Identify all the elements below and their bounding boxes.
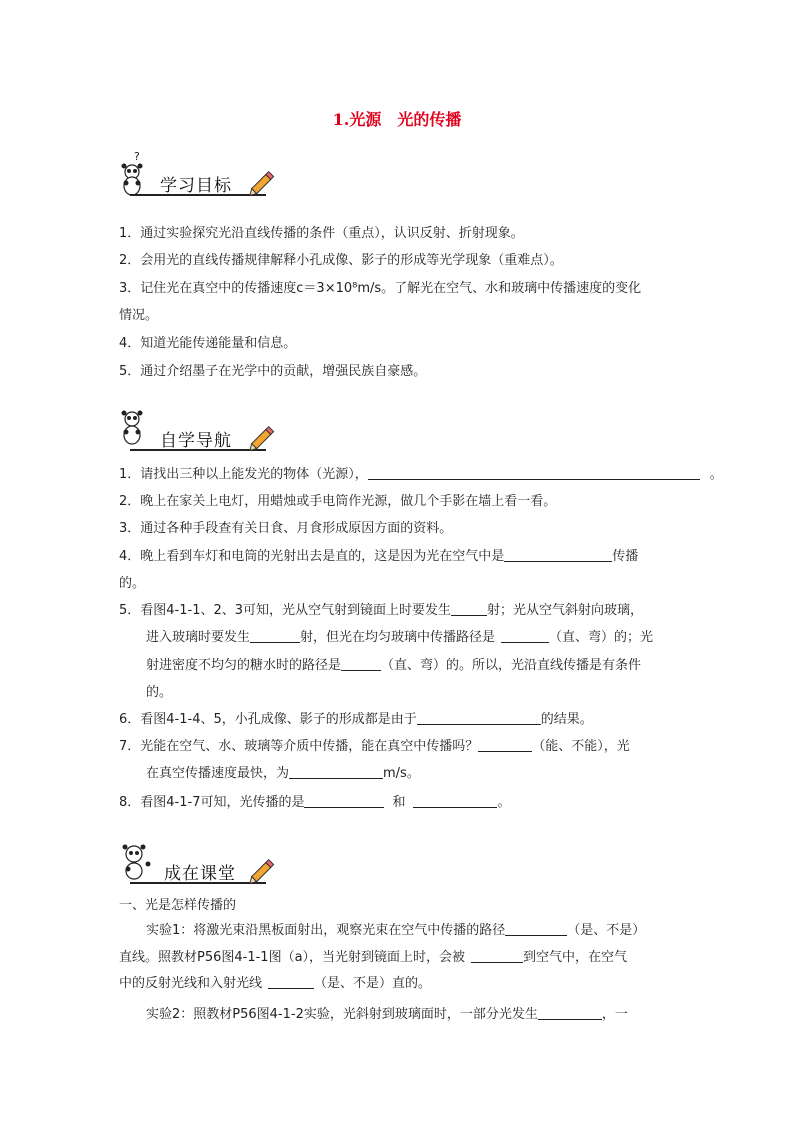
question-5-cont: 进入玻璃时要发生 射，但光在均匀玻璃中传播路径是 （直、弯）的；光 [146, 630, 654, 645]
answer-blank[interactable] [501, 628, 549, 643]
goal-item: 情况。 [119, 308, 159, 323]
pencil-icon [248, 168, 278, 198]
question-4-cont: 的。 [119, 576, 146, 591]
question-7-cont: 在真空传播速度最快，为 m/s。 [146, 766, 420, 781]
pencil-icon [248, 856, 278, 886]
answer-blank[interactable] [417, 710, 541, 725]
section-underline [130, 882, 266, 884]
question-7: 7．光能在空气、水、玻璃等介质中传播，能在真空中传播吗？ （能、不能），光 [119, 739, 630, 754]
answer-blank[interactable] [478, 737, 532, 752]
question-4: 4．晚上看到车灯和电筒的光射出去是直的，这是因为光在空气中是 传播 [119, 549, 639, 564]
answer-blank[interactable] [413, 793, 497, 808]
section-underline [130, 449, 266, 451]
answer-blank[interactable] [451, 601, 487, 616]
answer-blank[interactable] [368, 465, 700, 480]
answer-blank[interactable] [250, 628, 300, 643]
experiment-1: 实验1：将激光束沿黑板面射出，观察光束在空气中传播的路径 （是、不是） [146, 923, 646, 938]
question-2: 2．晚上在家关上电灯，用蜡烛或手电筒作光源，做几个手影在墙上看一看。 [119, 494, 557, 509]
answer-blank[interactable] [538, 1005, 602, 1020]
experiment-1-cont: 直线。照教材P56图4-1-1图（a），当光射到镜面上时，会被 到空气中，在空气 [119, 950, 628, 965]
panda-icon [118, 150, 158, 200]
goal-item: 2．会用光的直线传播规律解释小孔成像、影子的形成等光学现象（重难点）。 [119, 253, 563, 268]
question-8: 8．看图4-1-7可知，光传播的是 和 。 [119, 795, 511, 810]
section-heading: 自学导航 [160, 431, 232, 451]
answer-blank[interactable] [504, 547, 612, 562]
section-header-goals [118, 150, 288, 200]
experiment-1-cont: 中的反射光线和入射光线 （是、不是）直的。 [119, 976, 432, 991]
experiment-2: 实验2：照教材P56图4-1-2实验，光斜射到玻璃面时，一部分光发生 ，一 [146, 1007, 628, 1022]
section-heading: 成在课堂 [164, 864, 236, 884]
panda-icon [118, 838, 158, 888]
answer-blank[interactable] [471, 948, 523, 963]
question-6: 6．看图4-1-4、5，小孔成像、影子的形成都是由于 的结果。 [119, 712, 593, 727]
panda-icon [118, 405, 158, 455]
goal-item: 1．通过实验探究光沿直线传播的条件（重点），认识反射、折射现象。 [119, 226, 524, 241]
answer-blank[interactable] [304, 793, 384, 808]
section-header-self-study [118, 405, 288, 455]
svg-text:?: ? [134, 150, 140, 163]
question-3: 3．通过各种手段查有关日食、月食形成原因方面的资料。 [119, 521, 453, 536]
section-header-in-class [118, 838, 288, 888]
question-5-cont: 的。 [146, 685, 173, 700]
section-heading: 学习目标 [160, 176, 232, 196]
page-title: 1.光源 光的传播 [332, 110, 462, 129]
question-5-cont: 射进密度不均匀的糖水时的路径是 （直、弯）的。所以，光沿直线传播是有条件 [146, 658, 642, 673]
answer-blank[interactable] [341, 656, 381, 671]
answer-blank[interactable] [505, 921, 567, 936]
pencil-icon [248, 423, 278, 453]
answer-blank[interactable] [268, 974, 314, 989]
answer-blank[interactable] [289, 764, 383, 779]
section-underline [130, 194, 266, 196]
subsection-title: 一、光是怎样传播的 [119, 898, 237, 913]
goal-item: 4．知道光能传递能量和信息。 [119, 336, 297, 351]
goal-item: 3．记住光在真空中的传播速度c＝3×10⁸m/s。了解光在空气、水和玻璃中传播速度的变化 [119, 281, 642, 296]
question-5: 5．看图4-1-1、2、3可知，光从空气射到镜面上时要发生 射；光从空气斜射向玻璃， [119, 603, 644, 618]
goal-item: 5．通过介绍墨子在光学中的贡献，增强民族自豪感。 [119, 364, 427, 379]
question-1: 1．请找出三种以上能发光的物体（光源）， 。 [119, 467, 723, 482]
